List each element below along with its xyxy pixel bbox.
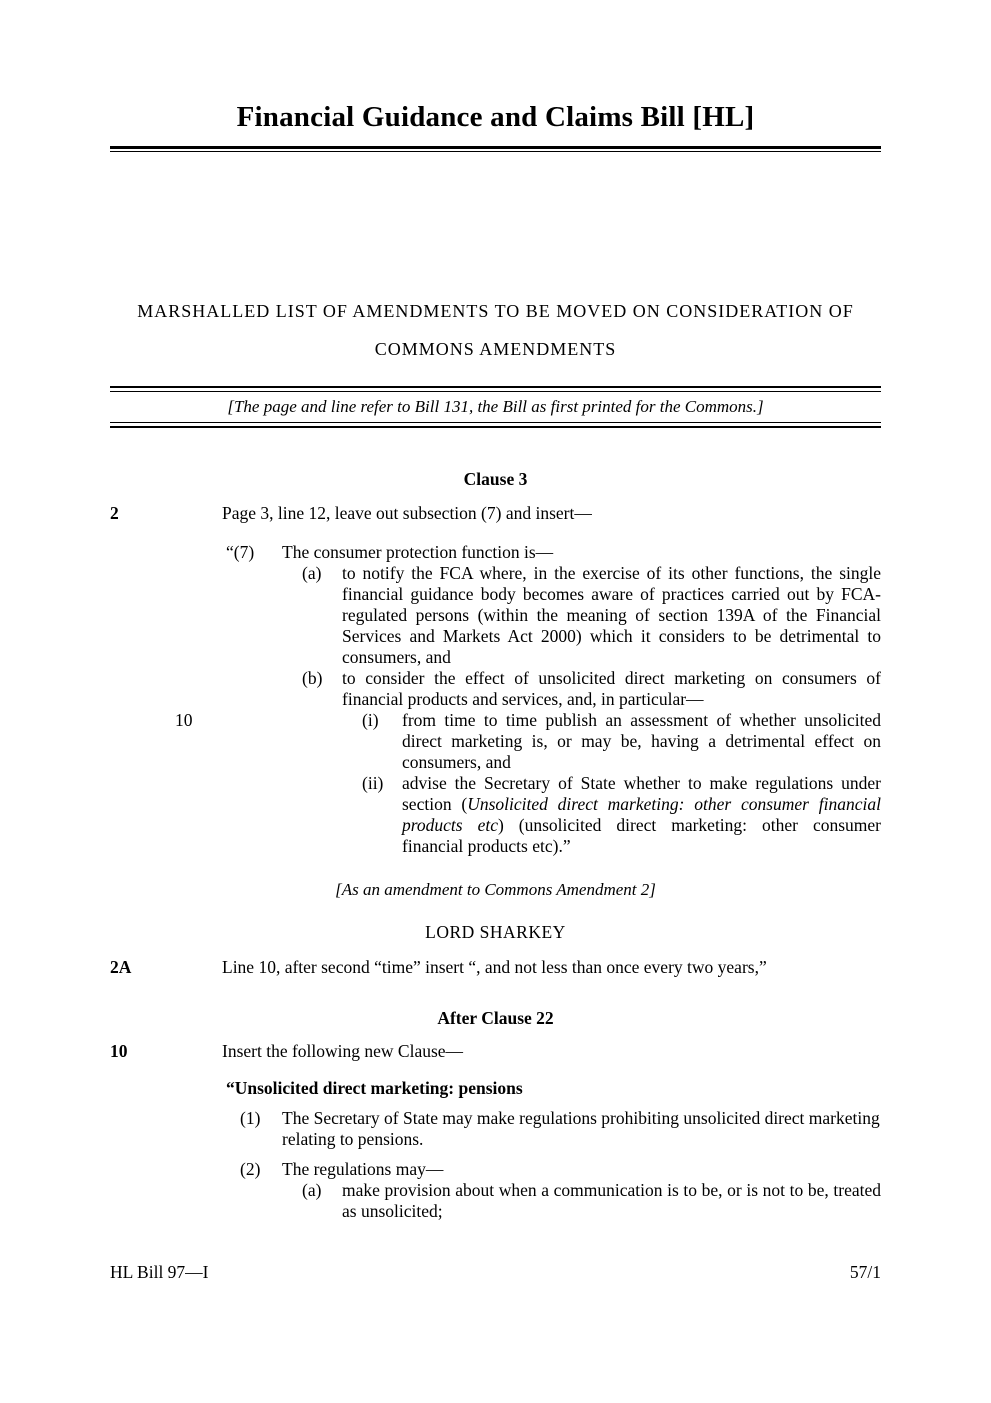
amendment-10-lead-in: Insert the following new Clause— xyxy=(222,1041,464,1061)
marshalled-line-1: MARSHALLED LIST OF AMENDMENTS TO BE MOVED ON CONSIDERATION OF xyxy=(137,301,854,321)
paragraph-a-text: to notify the FCA where, in the exercise of its other functions, the single financial guidance body becomes aware of practices carried out by FCA- regulated persons (within the meaning of section 139A of the Financial Services and Markets Act 2000) which it considers to be detrimental to consumers, and xyxy=(342,563,881,667)
as-amendment-note: [As an amendment to Commons Amendment 2] xyxy=(335,880,656,899)
subsection-2-label: (2) xyxy=(240,1159,261,1179)
subsection-7-label: “(7) xyxy=(226,542,255,562)
mover-name: LORD SHARKEY xyxy=(425,922,566,942)
subparagraph-i-text: from time to time publish an assessment of whether unsolicited direct marketing is, or may be, having a detrimental effect on consumers, and xyxy=(402,710,881,772)
amendment-2A-number: 2A xyxy=(110,957,132,977)
amendment-2-number: 2 xyxy=(110,503,119,523)
paragraph-b-text: to consider the effect of unsolicited direct marketing on consumers of financial products and services, and, in particular— xyxy=(342,668,881,709)
new-clause-title: “Unsolicited direct marketing: pensions xyxy=(226,1078,523,1098)
note-box-bottom-rule xyxy=(110,422,881,428)
new-clause-subsection-2 xyxy=(240,1159,881,1180)
clause-3-heading: Clause 3 xyxy=(463,469,528,489)
amendment-10 xyxy=(110,1041,881,1222)
amendment-2A-text: Line 10, after second “time” insert “, and not less than once every two years,” xyxy=(222,957,767,977)
subparagraph-ii-text xyxy=(402,773,881,857)
title-double-rule xyxy=(110,146,881,152)
new-clause-paragraph-a-text: make provision about when a communication is to be, or is not to be, treated as unsolicited; xyxy=(342,1180,881,1221)
subsection-1-label: (1) xyxy=(240,1108,261,1128)
paragraph-a-label: (a) xyxy=(302,563,322,583)
footer-page-reference: 57/1 xyxy=(849,1262,881,1282)
amendment-2A-body xyxy=(222,957,881,978)
new-clause-paragraph-a-label: (a) xyxy=(302,1180,322,1200)
bill-title: Financial Guidance and Claims Bill [HL] xyxy=(236,101,755,133)
subparagraph-i-label: (i) xyxy=(362,710,379,730)
subparagraph-ii xyxy=(362,773,881,857)
subparagraph-ii-label: (ii) xyxy=(362,773,384,793)
amendment-2 xyxy=(110,503,881,857)
subparagraph-ii-text-part1: advise the Secretary of State whether to make regulations under section ( xyxy=(402,773,881,814)
paragraph-b-label: (b) xyxy=(302,668,323,688)
reference-note-box xyxy=(110,386,881,428)
subsection-1-text: The Secretary of State may make regulations prohibiting unsolicited direct marketing relating to pensions. xyxy=(282,1108,880,1149)
margin-line-number-10: 10 xyxy=(175,710,193,730)
amendment-2-lead-in: Page 3, line 12, leave out subsection (7) and insert— xyxy=(222,503,592,523)
document-content xyxy=(110,0,881,1222)
subparagraph-ii-text-part2: ) (unsolicited direct marketing: other consumer financial products etc).” xyxy=(402,815,881,856)
footer-bill-reference: HL Bill 97—I xyxy=(110,1262,209,1282)
amendment-2-body xyxy=(175,503,881,857)
marshalled-heading xyxy=(110,292,881,368)
rule-thick xyxy=(110,426,881,428)
subparagraph-ii-italic-citation: Unsolicited direct marketing: other consumer financial products etc xyxy=(402,794,881,835)
paragraph-b xyxy=(302,668,881,710)
subsection-2-text: The regulations may— xyxy=(282,1159,444,1179)
reference-note-text: [The page and line refer to Bill 131, the Bill as first printed for the Commons.] xyxy=(227,397,764,416)
new-clause-subsection-1 xyxy=(240,1108,881,1150)
page-footer xyxy=(110,1262,881,1283)
subsection-7-text: The consumer protection function is— xyxy=(282,542,554,562)
rule-thin xyxy=(110,151,881,152)
subsection-7 xyxy=(226,542,881,563)
paragraph-a xyxy=(302,563,881,668)
amendment-10-body xyxy=(222,1041,881,1222)
amendment-10-number: 10 xyxy=(110,1041,128,1061)
amendment-2-quoted-text xyxy=(175,542,881,857)
after-clause-22-heading: After Clause 22 xyxy=(437,1008,554,1028)
amendment-2A xyxy=(110,957,881,978)
new-clause-paragraph-a xyxy=(302,1180,881,1222)
marshalled-line-2: COMMONS AMENDMENTS xyxy=(374,339,617,359)
subparagraph-i xyxy=(175,710,881,773)
